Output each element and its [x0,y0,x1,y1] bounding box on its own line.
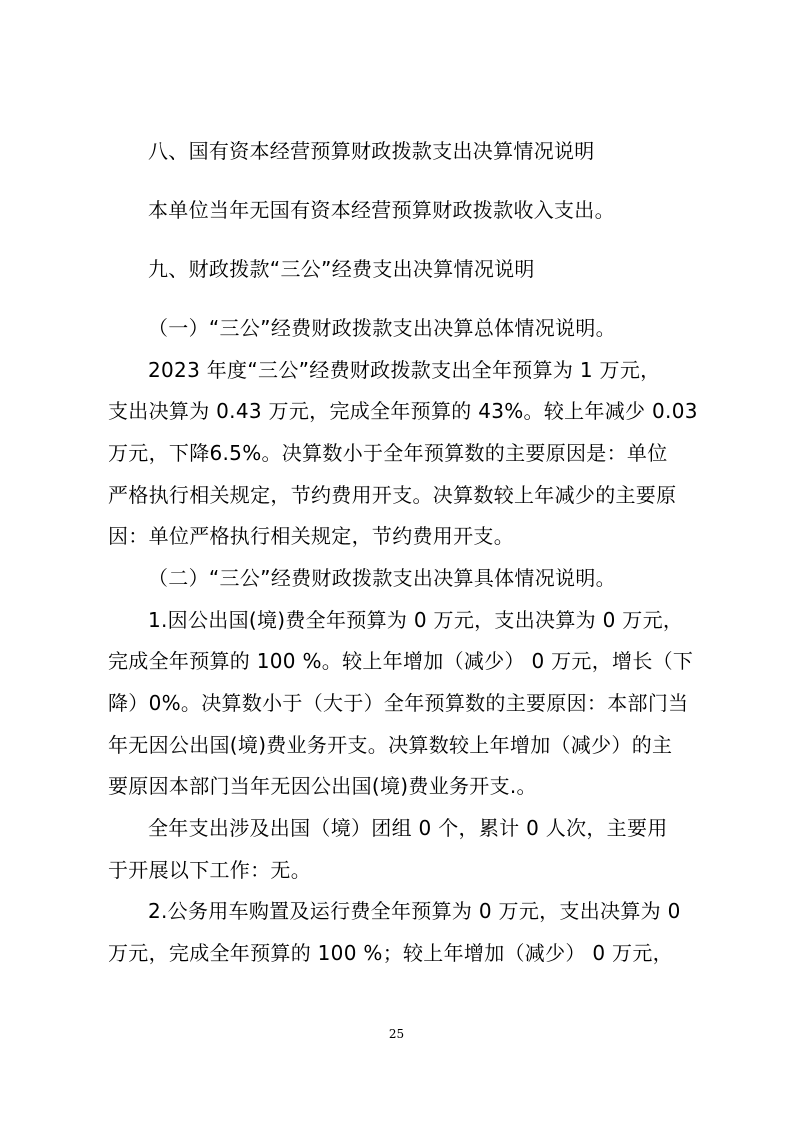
paragraph-line: 降）0%。决算数小于（大于）全年预算数的主要原因：本部门当 [108,691,689,715]
paragraph-line: 因：单位严格执行相关规定，节约费用开支。 [108,524,514,548]
subsection-heading-2: （二）“三公”经费财政拨款支出决算具体情况说明。 [148,566,616,590]
paragraph-line: 本单位当年无国有资本经营预算财政拨款收入支出。 [148,198,615,222]
paragraph-line: 严格执行相关规定，节约费用开支。决算数较上年减少的主要原 [108,483,677,507]
section-heading-9: 九、财政拨款“三公”经费支出决算情况说明 [148,257,535,281]
section-heading-8: 八、国有资本经营预算财政拨款支出决算情况说明 [148,139,595,163]
subsection-heading-1: （一）“三公”经费财政拨款支出决算总体情况说明。 [148,316,616,340]
paragraph-line: 完成全年预算的 100 %。较上年增加（减少） 0 万元，增长（下 [108,649,694,673]
paragraph-line: 全年支出涉及出国（境）团组 0 个，累计 0 人次，主要用 [148,816,668,840]
paragraph-line: 2.公务用车购置及运行费全年预算为 0 万元，支出决算为 0 [148,899,681,923]
paragraph-line: 要原因本部门当年无因公出国(境)费业务开支.。 [108,774,537,798]
paragraph-line: 支出决算为 0.43 万元，完成全年预算的 43%。较上年减少 0.03 [108,399,698,423]
paragraph-line: 万元，完成全年预算的 100 %；较上年增加（减少） 0 万元， [108,941,673,965]
paragraph-line: 2023 年度“三公”经费财政拨款支出全年预算为 1 万元， [148,358,661,382]
paragraph-line: 1.因公出国(境)费全年预算为 0 万元，支出决算为 0 万元， [148,608,684,632]
page-number: 25 [388,1027,405,1041]
paragraph-line: 万元，下降6.5%。决算数小于全年预算数的主要原因是：单位 [108,441,668,465]
paragraph-line: 于开展以下工作：无。 [108,858,311,882]
paragraph-line: 年无因公出国(境)费业务开支。决算数较上年增加（减少）的主 [108,733,673,757]
